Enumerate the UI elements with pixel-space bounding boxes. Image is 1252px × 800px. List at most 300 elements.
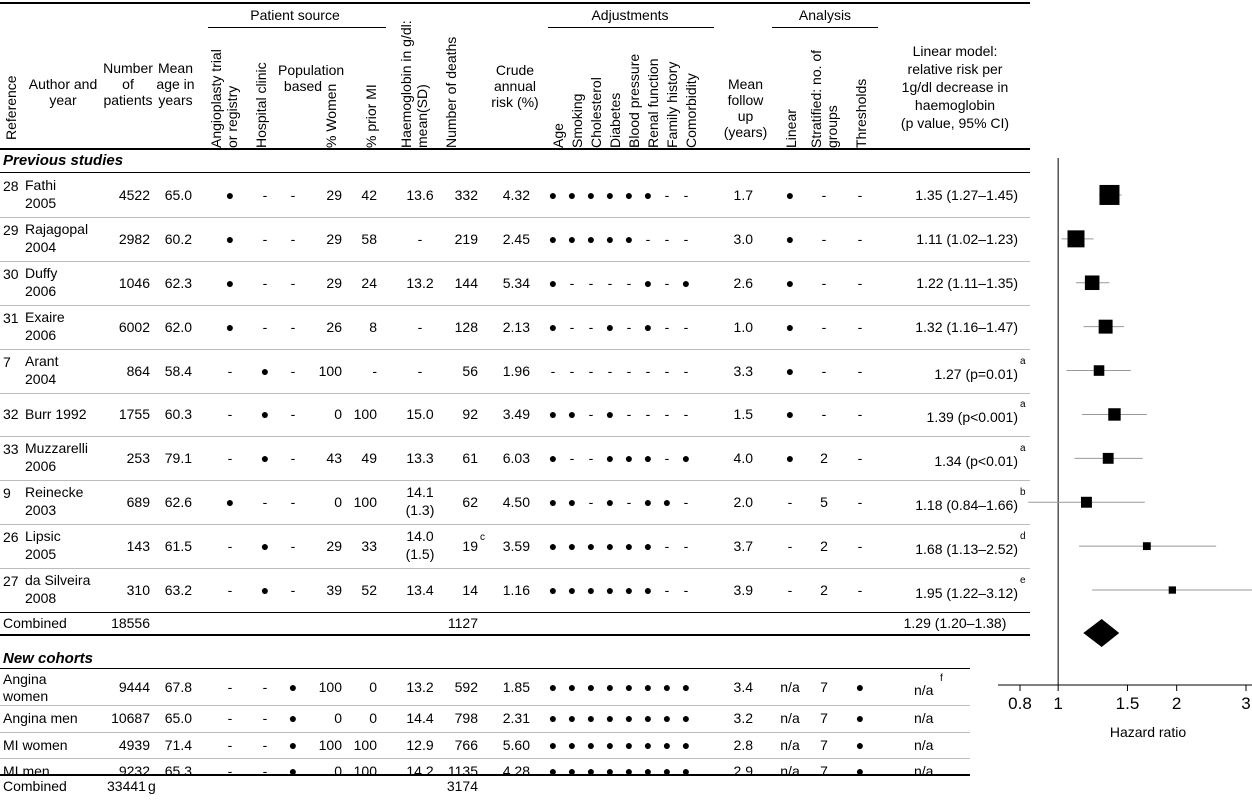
crude-risk: 3.59 [502,538,530,555]
thresholds-mark: - [857,494,863,511]
relative-risk-footnote: a [1020,355,1026,367]
header-adjustment-0: Age [550,123,566,148]
adjustment-mark: - [588,494,594,511]
patients-count: 9232 [118,763,150,780]
prior-mi-percent: 100 [353,736,377,753]
adjustment-mark: ● [548,318,558,335]
hospital-mark: - [262,710,268,727]
header-thresholds: Thresholds [853,78,869,148]
adjustment-mark: - [626,274,632,291]
deaths-count: 128 [454,318,478,335]
adjustment-mark: - [683,318,689,335]
thresholds-mark: - [857,186,863,203]
hospital-mark: - [262,274,268,291]
adjustment-mark: ● [567,736,577,753]
header-linear-model-line: Linear model: [912,43,998,59]
adjustment-mark: ● [567,763,577,780]
population-mark: - [290,582,296,599]
adjustment-mark: - [683,406,689,423]
adjustment-mark: ● [605,736,615,753]
angioplasty-mark: ● [225,494,235,511]
mean-age: 65.0 [164,710,192,727]
population-mark: - [290,494,296,511]
deaths-count: 144 [454,274,478,291]
women-percent: 0 [334,494,342,511]
angioplasty-mark: - [227,450,233,467]
stratified-groups: 7 [820,710,828,727]
linear-value: n/a [780,736,800,753]
stratified-groups: - [821,406,827,423]
author-name: Exaire [25,308,65,325]
x-tick-label: 1 [1053,694,1063,713]
section-rule [0,172,1030,173]
linear-mark: ● [785,230,795,247]
cohort-name: Angina men [3,710,78,727]
crude-risk: 1.85 [502,679,530,695]
adjustment-mark: - [664,274,670,291]
followup-years: 3.7 [733,538,753,555]
row-divider [0,349,1030,350]
patients-count: 689 [126,494,150,511]
adjustment-mark: - [683,230,689,247]
reference-number: 9 [3,485,11,502]
patients-count: 6002 [118,318,150,335]
adjustment-mark: - [569,450,575,467]
relative-risk-footnote: e [1020,575,1026,587]
mean-age: 62.3 [164,274,192,291]
adjustment-mark: ● [548,736,558,753]
hospital-mark: - [262,494,268,511]
section-previous-studies: Previous studies [3,152,124,169]
deaths-count: 62 [462,494,478,511]
stratified-groups: 2 [820,538,828,555]
linear-value: n/a [780,710,800,727]
population-mark: - [290,186,296,203]
prior-mi-percent: 8 [369,318,377,335]
haemoglobin-mean: 14.0 [406,528,434,545]
header-reference: Reference [3,75,19,140]
angioplasty-mark: ● [225,186,235,203]
linear-mark: ● [785,406,795,423]
crude-risk: 6.03 [502,450,530,467]
thresholds-mark: - [857,450,863,467]
haemoglobin-mean: 13.4 [406,582,434,599]
header-linear-model-line: 1g/dl decrease in [901,79,1009,95]
linear-value: n/a [780,679,800,695]
author-year: 2004 [25,370,57,387]
adjustment-mark: ● [548,679,558,695]
followup-years: 2.0 [733,494,753,511]
population-mark: - [290,450,296,467]
group-rule [548,27,714,28]
row-divider [0,524,1030,525]
mean-age: 62.6 [164,494,192,511]
prior-mi-percent: - [372,362,377,379]
header-bottom-rule [0,148,1030,150]
linear-mark: ● [785,318,795,335]
header-population: Population based [278,62,345,94]
row-divider [0,393,1030,394]
followup-years: 2.6 [733,274,753,291]
adjustment-mark: - [588,406,594,423]
combined-new-n [107,778,156,794]
adjustment-mark: - [607,274,613,291]
adjustment-mark: - [683,362,689,379]
reference-number: 7 [3,353,11,370]
relative-risk: 1.35 (1.27–1.45) [915,186,1018,203]
header-deaths: Number of deaths [443,36,459,148]
relative-risk: 1.27 (p=0.01) [934,365,1018,382]
row-divider [0,480,1030,481]
adjustment-mark: - [645,406,651,423]
row-divider [0,436,1030,437]
relative-risk: n/a [914,682,934,698]
hospital-mark: - [262,230,268,247]
linear-mark: - [787,494,793,511]
relative-risk: 1.68 (1.13–2.52) [915,541,1018,558]
point-estimate [1108,408,1120,420]
stratified-groups: 2 [820,450,828,467]
group-analysis: Analysis [798,7,852,23]
women-percent: 100 [318,736,342,753]
row-rule [0,612,1030,613]
row-divider [0,217,1030,218]
deaths-count: 219 [454,230,478,247]
adjustment-mark: - [664,582,670,599]
point-estimate [1099,185,1119,205]
linear-mark: - [787,582,793,599]
group-rule [208,27,386,28]
row-divider [0,261,1030,262]
cohort-name: Angina [3,671,47,687]
stratified-groups: 7 [820,763,828,780]
haemoglobin-mean: - [417,318,423,335]
crude-risk: 4.50 [502,494,530,511]
combined-new-n-sup: g [147,778,156,794]
author-name: Arant [25,352,59,369]
adjustment-mark: ● [624,679,634,695]
followup-years: 4.0 [733,450,753,467]
author-name: Fathi [25,177,57,193]
combined-diamond [1083,619,1119,647]
point-estimate [1068,230,1085,247]
author-year: 2006 [25,326,57,343]
mean-age: 65.3 [164,763,192,780]
cohort-name: MI women [3,736,68,753]
patients-count: 1046 [118,274,150,291]
adjustment-mark: - [588,362,594,379]
angioplasty-mark: - [227,679,233,695]
reference-number: 31 [3,309,19,326]
relative-risk-footnote: a [1020,399,1026,411]
women-percent: 0 [334,406,342,423]
header-followup: Mean follow up (years) [723,76,768,140]
thresholds-mark: ● [855,679,865,695]
haemoglobin-mean: 14.2 [406,763,434,780]
author-year: 2005 [25,546,57,563]
header-angioplasty: Angioplasty trial or registry [208,49,240,148]
thresholds-mark: - [857,406,863,423]
adjustment-mark: - [626,362,632,379]
angioplasty-mark: - [227,710,233,727]
prior-mi-percent: 42 [361,186,377,203]
header-linear-model-line: (p value, 95% CI) [900,115,1010,131]
reference-number: 26 [3,529,19,546]
header-author: Author and year [28,76,98,108]
haemoglobin-mean: 13.3 [406,450,434,467]
adjustment-mark: - [683,186,689,203]
linear-value: n/a [780,763,800,780]
adjustment-mark: ● [586,582,596,599]
adjustment-mark: ● [567,710,577,727]
adjustment-mark: ● [605,710,615,727]
haemoglobin-mean: 14.1 [406,484,434,501]
followup-years: 2.8 [733,736,753,753]
adjustment-mark: ● [605,318,615,335]
point-estimate [1094,365,1105,376]
crude-risk: 1.96 [502,362,530,379]
adjustment-mark: ● [605,186,615,203]
deaths-count: 56 [462,362,478,379]
deaths-count: 1135 [447,763,478,780]
deaths-count: 592 [454,679,478,695]
adjustment-mark: ● [662,679,672,695]
cohort-name-line2: women [3,688,49,704]
combined-prev-label: Combined [3,615,67,631]
adjustment-mark: - [664,450,670,467]
table-top-rule [0,2,1030,4]
population-mark: - [290,538,296,555]
haemoglobin-mean: 12.9 [406,736,434,753]
adjustment-mark: ● [681,736,691,753]
women-percent: 43 [326,450,342,467]
adjustment-mark: ● [624,582,634,599]
deaths-count: 14 [462,582,478,599]
adjustment-mark: ● [586,538,596,555]
relative-risk: 1.95 (1.22–3.12) [915,585,1018,602]
patients-count: 253 [126,450,150,467]
prior-mi-percent: 58 [361,230,377,247]
adjustment-mark: - [588,450,594,467]
haemoglobin-sd: (1.5) [405,546,435,563]
adjustment-mark: ● [624,186,634,203]
followup-years: 3.3 [733,362,753,379]
mean-age: 65.0 [164,186,192,203]
reference-number: 28 [3,178,19,194]
adjustment-mark: ● [567,230,577,247]
stratified-groups: - [821,274,827,291]
patients-count: 143 [126,538,150,555]
adjustment-mark: - [588,318,594,335]
header-adjustment-1: Smoking [569,93,585,148]
mean-age: 79.1 [164,450,192,467]
point-estimate [1143,542,1151,550]
adjustment-mark: ● [567,406,577,423]
header-women: % Women [323,83,339,148]
followup-years: 1.0 [733,318,753,335]
header-adjustment-4: Blood pressure [626,53,642,148]
prior-mi-percent: 100 [353,494,377,511]
adjustment-mark: ● [548,450,558,467]
population-mark: - [290,274,296,291]
adjustment-mark: ● [624,230,634,247]
angioplasty-mark: - [227,736,233,753]
header-linear-model [880,42,1030,132]
adjustment-mark: ● [643,679,653,695]
adjustment-mark: ● [624,763,634,780]
haemoglobin-mean: - [417,362,423,379]
adjustment-mark: ● [643,582,653,599]
population-mark: ● [288,763,298,780]
crude-risk: 5.60 [502,736,530,753]
adjustment-mark: ● [605,230,615,247]
row-divider [0,705,970,706]
linear-mark: ● [785,450,795,467]
hospital-mark: ● [260,406,270,423]
adjustment-mark: ● [643,763,653,780]
reference-number: 27 [3,573,19,590]
row-rule [0,634,1030,636]
adjustment-mark: - [569,274,575,291]
population-mark: - [290,406,296,423]
adjustment-mark: ● [586,230,596,247]
mean-age: 60.3 [164,406,192,423]
followup-years: 3.9 [733,582,753,599]
row-divider [0,568,1030,569]
adjustment-mark: ● [662,763,672,780]
mean-age: 71.4 [164,736,192,753]
forest-plot [980,150,1252,750]
adjustment-mark: ● [548,582,558,599]
thresholds-mark: - [857,230,863,247]
adjustment-mark: ● [605,406,615,423]
adjustment-mark: ● [548,186,558,203]
deaths-count: 332 [454,186,478,203]
crude-risk: 4.32 [502,186,530,203]
adjustment-mark: ● [681,450,691,467]
author-year: 2003 [25,502,57,519]
reference-number: 32 [3,406,19,423]
author-name: Muzzarelli [25,440,89,457]
combined-new-deaths: 3174 [446,778,478,794]
adjustment-mark: - [626,406,632,423]
author-year: 2004 [25,238,57,255]
population-mark: - [290,318,296,335]
prior-mi-percent: 52 [361,582,377,599]
stratified-groups: 2 [820,582,828,599]
women-percent: 29 [326,274,342,291]
stratified-groups: 5 [820,494,828,511]
adjustment-mark: ● [548,710,558,727]
header-adjustment-5: Renal function [645,58,661,148]
adjustment-mark: ● [605,494,615,511]
haemoglobin-mean: - [417,230,423,247]
angioplasty-mark: ● [225,274,235,291]
header-linear: Linear [783,109,799,148]
adjustment-mark: ● [681,710,691,727]
adjustment-mark: ● [624,710,634,727]
adjustment-mark: ● [548,538,558,555]
header-patients: Number of patients [103,60,153,108]
crude-risk: 3.49 [502,406,530,423]
linear-mark: ● [785,186,795,203]
thresholds-mark: - [857,362,863,379]
linear-mark: ● [785,274,795,291]
adjustment-mark: ● [567,538,577,555]
relative-risk-footnote: a [1020,443,1026,455]
adjustment-mark: ● [681,679,691,695]
angioplasty-mark: - [227,763,233,780]
combined-prev-rr: 1.29 (1.20–1.38) [903,615,1007,631]
adjustment-mark: - [645,362,651,379]
point-estimate [1081,497,1092,508]
adjustment-mark: ● [586,186,596,203]
patients-count: 4522 [118,186,150,203]
angioplasty-mark: ● [225,230,235,247]
hospital-mark: - [262,679,268,695]
deaths-count: 92 [462,406,478,423]
combined-prev-n: 18556 [111,615,150,631]
author-year: 2008 [25,590,57,607]
crude-risk: 2.31 [502,710,530,727]
angioplasty-mark: - [227,362,233,379]
women-percent: 29 [326,538,342,555]
reference-number: 33 [3,441,19,458]
population-mark: - [290,362,296,379]
angioplasty-mark: - [227,582,233,599]
adjustment-mark: ● [586,763,596,780]
women-percent: 0 [334,763,342,780]
population-mark: - [290,230,296,247]
adjustment-mark: - [569,318,575,335]
relative-risk: n/a [914,736,934,753]
adjustment-mark: ● [643,736,653,753]
women-percent: 100 [318,679,342,695]
followup-years: 3.2 [733,710,753,727]
prior-mi-percent: 0 [369,710,377,727]
prior-mi-percent: 49 [361,450,377,467]
adjustment-mark: ● [643,318,653,335]
adjustment-mark: ● [662,736,672,753]
thresholds-mark: ● [855,763,865,780]
hospital-mark: - [262,736,268,753]
followup-years: 3.4 [733,679,753,695]
patients-count: 2982 [118,230,150,247]
angioplasty-mark: ● [225,318,235,335]
author-name: Burr 1992 [25,406,87,423]
deaths-count: 61 [462,450,478,467]
relative-risk: 1.39 (p<0.001) [926,409,1018,426]
followup-years: 1.7 [733,186,753,203]
adjustment-mark: - [607,362,613,379]
row-rule [0,774,970,776]
angioplasty-mark: - [227,406,233,423]
patients-count: 4939 [118,736,150,753]
thresholds-mark: ● [855,736,865,753]
haemoglobin-mean: 14.4 [406,710,434,727]
header-adjustment-3: Diabetes [607,92,623,148]
deaths-footnote: c [480,532,485,544]
adjustment-mark: ● [662,710,672,727]
linear-mark: - [787,538,793,555]
group-adjustments: Adjustments [591,7,669,23]
women-percent: 29 [326,230,342,247]
prior-mi-percent: 24 [361,274,377,291]
relative-risk: n/a [914,710,934,727]
stratified-groups: 7 [820,679,828,695]
stratified-groups: - [821,362,827,379]
adjustment-mark: ● [643,450,653,467]
